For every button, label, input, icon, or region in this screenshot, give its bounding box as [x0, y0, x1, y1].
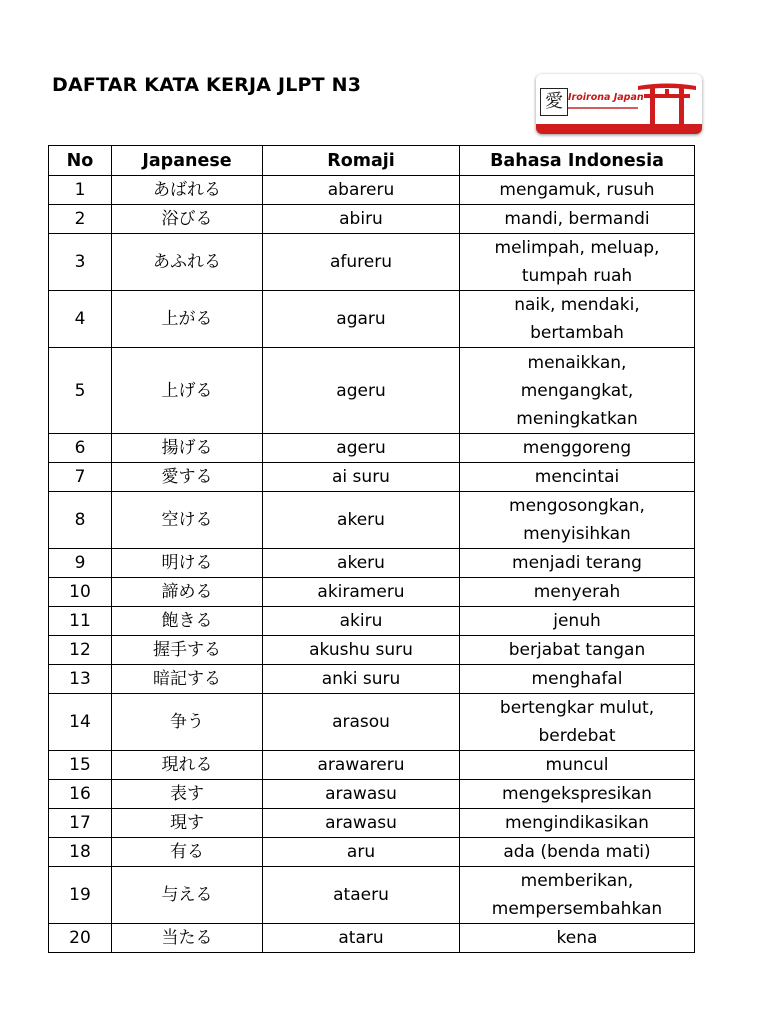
- cell-romaji: arawareru: [263, 751, 460, 780]
- cell-romaji: afureru: [263, 234, 460, 291]
- cell-indonesian: menghafal: [460, 665, 695, 694]
- cell-romaji: arawasu: [263, 780, 460, 809]
- table-row: [49, 434, 695, 463]
- table-row: [49, 665, 695, 694]
- cell-no: 6: [49, 434, 112, 463]
- cell-no: 19: [49, 867, 112, 924]
- cell-indonesian: jenuh: [460, 607, 695, 636]
- cell-indonesian: mengindikasikan: [460, 809, 695, 838]
- table-row: [49, 751, 695, 780]
- cell-indonesian: menyerah: [460, 578, 695, 607]
- cell-romaji: akeru: [263, 549, 460, 578]
- cell-romaji: abiru: [263, 205, 460, 234]
- cell-indonesian: naik, mendaki, bertambah: [460, 291, 695, 348]
- cell-japanese: 争う: [112, 694, 263, 751]
- cell-no: 16: [49, 780, 112, 809]
- table-row: [49, 809, 695, 838]
- cell-japanese: あばれる: [112, 176, 263, 205]
- cell-romaji: ai suru: [263, 463, 460, 492]
- cell-romaji: agaru: [263, 291, 460, 348]
- logo-red-bar: [536, 124, 702, 134]
- cell-romaji: akeru: [263, 492, 460, 549]
- verb-table: [48, 145, 695, 953]
- document-title: DAFTAR KATA KERJA JLPT N3: [52, 74, 362, 96]
- cell-japanese: 空ける: [112, 492, 263, 549]
- cell-no: 4: [49, 291, 112, 348]
- cell-no: 18: [49, 838, 112, 867]
- header-no: No: [49, 146, 112, 176]
- cell-romaji: arawasu: [263, 809, 460, 838]
- table-row: [49, 205, 695, 234]
- cell-no: 20: [49, 924, 112, 953]
- table-row: [49, 291, 695, 348]
- table-row: [49, 924, 695, 953]
- cell-indonesian: berjabat tangan: [460, 636, 695, 665]
- table-row: [49, 234, 695, 291]
- cell-indonesian: mengekspresikan: [460, 780, 695, 809]
- cell-no: 17: [49, 809, 112, 838]
- cell-romaji: akirameru: [263, 578, 460, 607]
- cell-romaji: ataeru: [263, 867, 460, 924]
- cell-no: 5: [49, 348, 112, 434]
- cell-japanese: 現れる: [112, 751, 263, 780]
- cell-no: 9: [49, 549, 112, 578]
- table-row: [49, 492, 695, 549]
- cell-romaji: arasou: [263, 694, 460, 751]
- cell-romaji: abareru: [263, 176, 460, 205]
- logo-tagline-line: [568, 107, 638, 109]
- cell-no: 3: [49, 234, 112, 291]
- cell-japanese: 与える: [112, 867, 263, 924]
- cell-no: 8: [49, 492, 112, 549]
- cell-indonesian: muncul: [460, 751, 695, 780]
- cell-indonesian: memberikan, mempersembahkan: [460, 867, 695, 924]
- cell-indonesian: mengamuk, rusuh: [460, 176, 695, 205]
- cell-japanese: 上がる: [112, 291, 263, 348]
- cell-indonesian: ada (benda mati): [460, 838, 695, 867]
- cell-romaji: akushu suru: [263, 636, 460, 665]
- cell-indonesian: melimpah, meluap, tumpah ruah: [460, 234, 695, 291]
- header-japanese: Japanese: [112, 146, 263, 176]
- table-row: [49, 838, 695, 867]
- cell-japanese: 飽きる: [112, 607, 263, 636]
- cell-romaji: ataru: [263, 924, 460, 953]
- cell-no: 14: [49, 694, 112, 751]
- cell-romaji: ageru: [263, 348, 460, 434]
- cell-japanese: 当たる: [112, 924, 263, 953]
- cell-indonesian: mengosongkan, menyisihkan: [460, 492, 695, 549]
- cell-no: 2: [49, 205, 112, 234]
- cell-no: 15: [49, 751, 112, 780]
- table-row: [49, 636, 695, 665]
- cell-no: 7: [49, 463, 112, 492]
- cell-indonesian: kena: [460, 924, 695, 953]
- table-row: [49, 348, 695, 434]
- cell-japanese: 有る: [112, 838, 263, 867]
- cell-japanese: 揚げる: [112, 434, 263, 463]
- table-row: [49, 176, 695, 205]
- cell-japanese: 明ける: [112, 549, 263, 578]
- table-row: [49, 780, 695, 809]
- cell-romaji: akiru: [263, 607, 460, 636]
- love-kanji-icon: 愛: [540, 88, 568, 116]
- cell-romaji: ageru: [263, 434, 460, 463]
- cell-no: 12: [49, 636, 112, 665]
- cell-japanese: 現す: [112, 809, 263, 838]
- cell-japanese: 諦める: [112, 578, 263, 607]
- cell-no: 10: [49, 578, 112, 607]
- cell-romaji: anki suru: [263, 665, 460, 694]
- iroirona-japan-logo: [536, 74, 702, 134]
- cell-japanese: あふれる: [112, 234, 263, 291]
- table-row: [49, 867, 695, 924]
- cell-no: 1: [49, 176, 112, 205]
- header-bahasa-indonesia: Bahasa Indonesia: [460, 146, 695, 176]
- cell-indonesian: menaikkan, mengangkat, meningkatkan: [460, 348, 695, 434]
- table-row: [49, 549, 695, 578]
- cell-romaji: aru: [263, 838, 460, 867]
- cell-japanese: 浴びる: [112, 205, 263, 234]
- table-row: [49, 578, 695, 607]
- cell-indonesian: menggoreng: [460, 434, 695, 463]
- cell-indonesian: mencintai: [460, 463, 695, 492]
- table-row: [49, 463, 695, 492]
- cell-japanese: 表す: [112, 780, 263, 809]
- cell-indonesian: mandi, bermandi: [460, 205, 695, 234]
- torii-gate-icon: [636, 80, 698, 124]
- cell-japanese: 上げる: [112, 348, 263, 434]
- cell-japanese: 愛する: [112, 463, 263, 492]
- cell-japanese: 握手する: [112, 636, 263, 665]
- logo-brand-label: Iroirona Japan: [568, 92, 644, 103]
- header-romaji: Romaji: [263, 146, 460, 176]
- cell-no: 13: [49, 665, 112, 694]
- cell-japanese: 暗記する: [112, 665, 263, 694]
- table-row: [49, 694, 695, 751]
- cell-no: 11: [49, 607, 112, 636]
- cell-indonesian: bertengkar mulut, berdebat: [460, 694, 695, 751]
- table-row: [49, 607, 695, 636]
- cell-indonesian: menjadi terang: [460, 549, 695, 578]
- table-header-row: [49, 146, 695, 176]
